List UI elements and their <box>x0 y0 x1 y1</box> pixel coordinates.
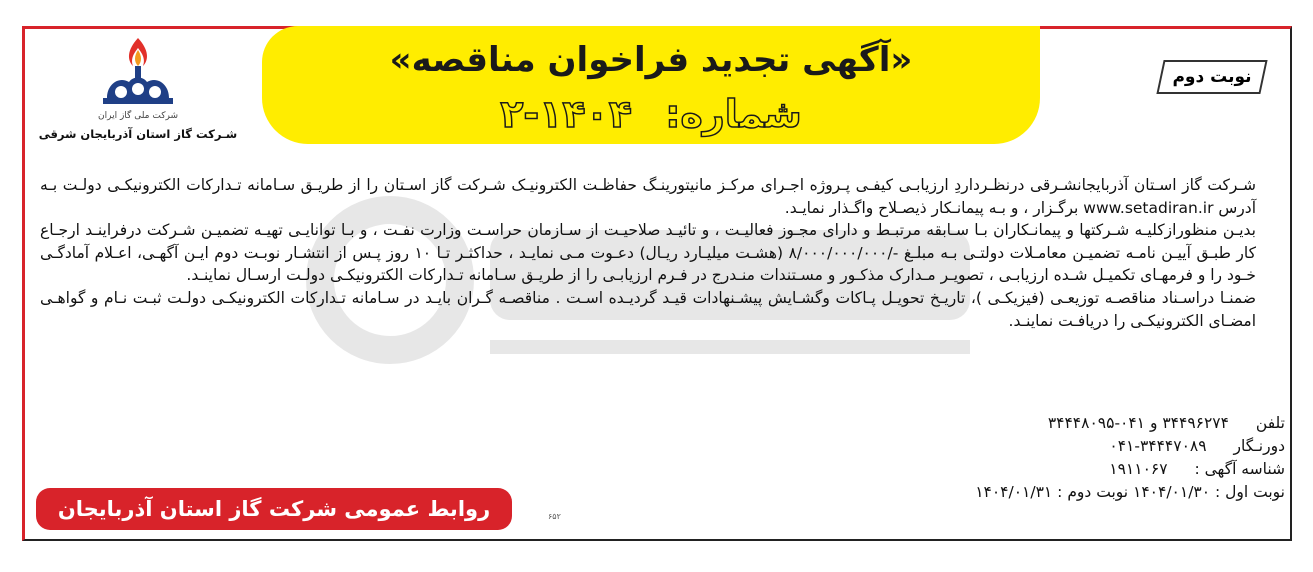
body-paragraph-1: شـرکت گاز اسـتان آذربایجانشـرقی درنظـرداردِ ارزیابـی کیفـی پـروژه اجـرای مرکـز مانیتورینـگ حفاظـت الکترونیـک شـرکت گاز اسـتان را از طریـق سـامانه تـدارکات الکترونیکـی دولـت بـه آدرس www.setadiran.ir برگـزار ، و بـه پیمانـکار ذیصـلاح واگـذار نمایـد. <box>40 176 1256 217</box>
round-label: نوبت دوم <box>1172 67 1252 87</box>
title-banner <box>262 26 1040 144</box>
ad-id-row <box>845 458 1285 481</box>
phone-value: ۳۴۴۹۶۲۷۴ و ۰۴۱-۳۴۴۴۸۰۹۵ <box>1047 414 1229 432</box>
announcement-title: «آگهی تجدید فراخوان مناقصه» <box>389 40 913 80</box>
contact-info <box>845 412 1285 504</box>
announcement-body <box>40 174 1256 332</box>
company-logo <box>38 36 238 146</box>
gas-flame-logo-icon <box>97 36 179 110</box>
body-paragraph-2: بدیـن منظورازکلیـه شـرکتها و پیمانـکاران بـا سـابقه مرتبـط و دارای مجـوز فعالیـت ، و تائیـد صلاحیـت از سـازمان حراسـت وزارت نفـت ، و بـا توانایـی تهیـه تضمیـن شـرکت درفراینـد ارجـاع کار طبـق آییـن نامـه تضمیـن معامـلات دولتـی بـه مبلـغ -/۸/۰۰۰/۰۰۰/۰۰۰ (هشـت میلیـارد ریـال) دعـوت مـی نمایـد ، حداکثـر تـا ۱۰ روز پـس از انتشـار نوبـت دوم ایـن آگهـی، اعـلام آمادگـی خـود را و فرمهـای تکمیـل شـده ارزیابـی ، تصویـر مـدارک مذکـور و مسـتندات منـدرج در فـرم ارزیابـی را از طریـق سـامانه تـدارکات الکترونیکـی دولـت ارسـال نماینـد. <box>40 221 1257 285</box>
dates-row: نوبت اول : ۱۴۰۴/۰۱/۳۰ نوبت دوم : ۱۴۰۴/۰۱/۳۱ <box>975 483 1285 501</box>
announcement-number <box>262 92 1040 136</box>
fax-label: دورنـگار <box>1233 437 1285 455</box>
ad-id-label: شناسه آگهی : <box>1194 460 1285 478</box>
fax-value: ۰۴۱-۳۴۴۴۷۰۸۹ <box>1109 437 1207 455</box>
phone-label: تلفن <box>1255 414 1285 432</box>
fax-row <box>845 435 1285 458</box>
number-value: ۱۴۰۴-۲ <box>500 92 632 136</box>
ad-id-value: ۱۹۱۱۰۶۷ <box>1109 460 1168 478</box>
number-label: شماره: <box>665 92 802 136</box>
phone-row <box>845 412 1285 435</box>
public-relations-footer: روابط عمومی شرکت گاز استان آذربایجان شرقی <box>36 488 512 530</box>
body-paragraph-3: ضمنـا دراسـناد مناقصـه توزیعـی (فیزیکـی )، تاریـخ تحویـل پـاکات وگشـایش پیشـنهادات قیـد گردیـده اسـت . مناقصـه گـران بایـد در سـامانه تـدارکات الکترونیکـی دولـت ثبـت نـام و گواهـی امضـای الکترونیکـی را دریافـت نماینـد. <box>40 288 1256 330</box>
round-badge <box>1156 60 1267 94</box>
logo-caption: شـرکت گاز استان آذربایجان شرقی <box>38 127 238 141</box>
ad-code: ۶۵۲ <box>548 512 561 521</box>
logo-org-name: شرکت ملی گاز ایران <box>98 111 178 121</box>
